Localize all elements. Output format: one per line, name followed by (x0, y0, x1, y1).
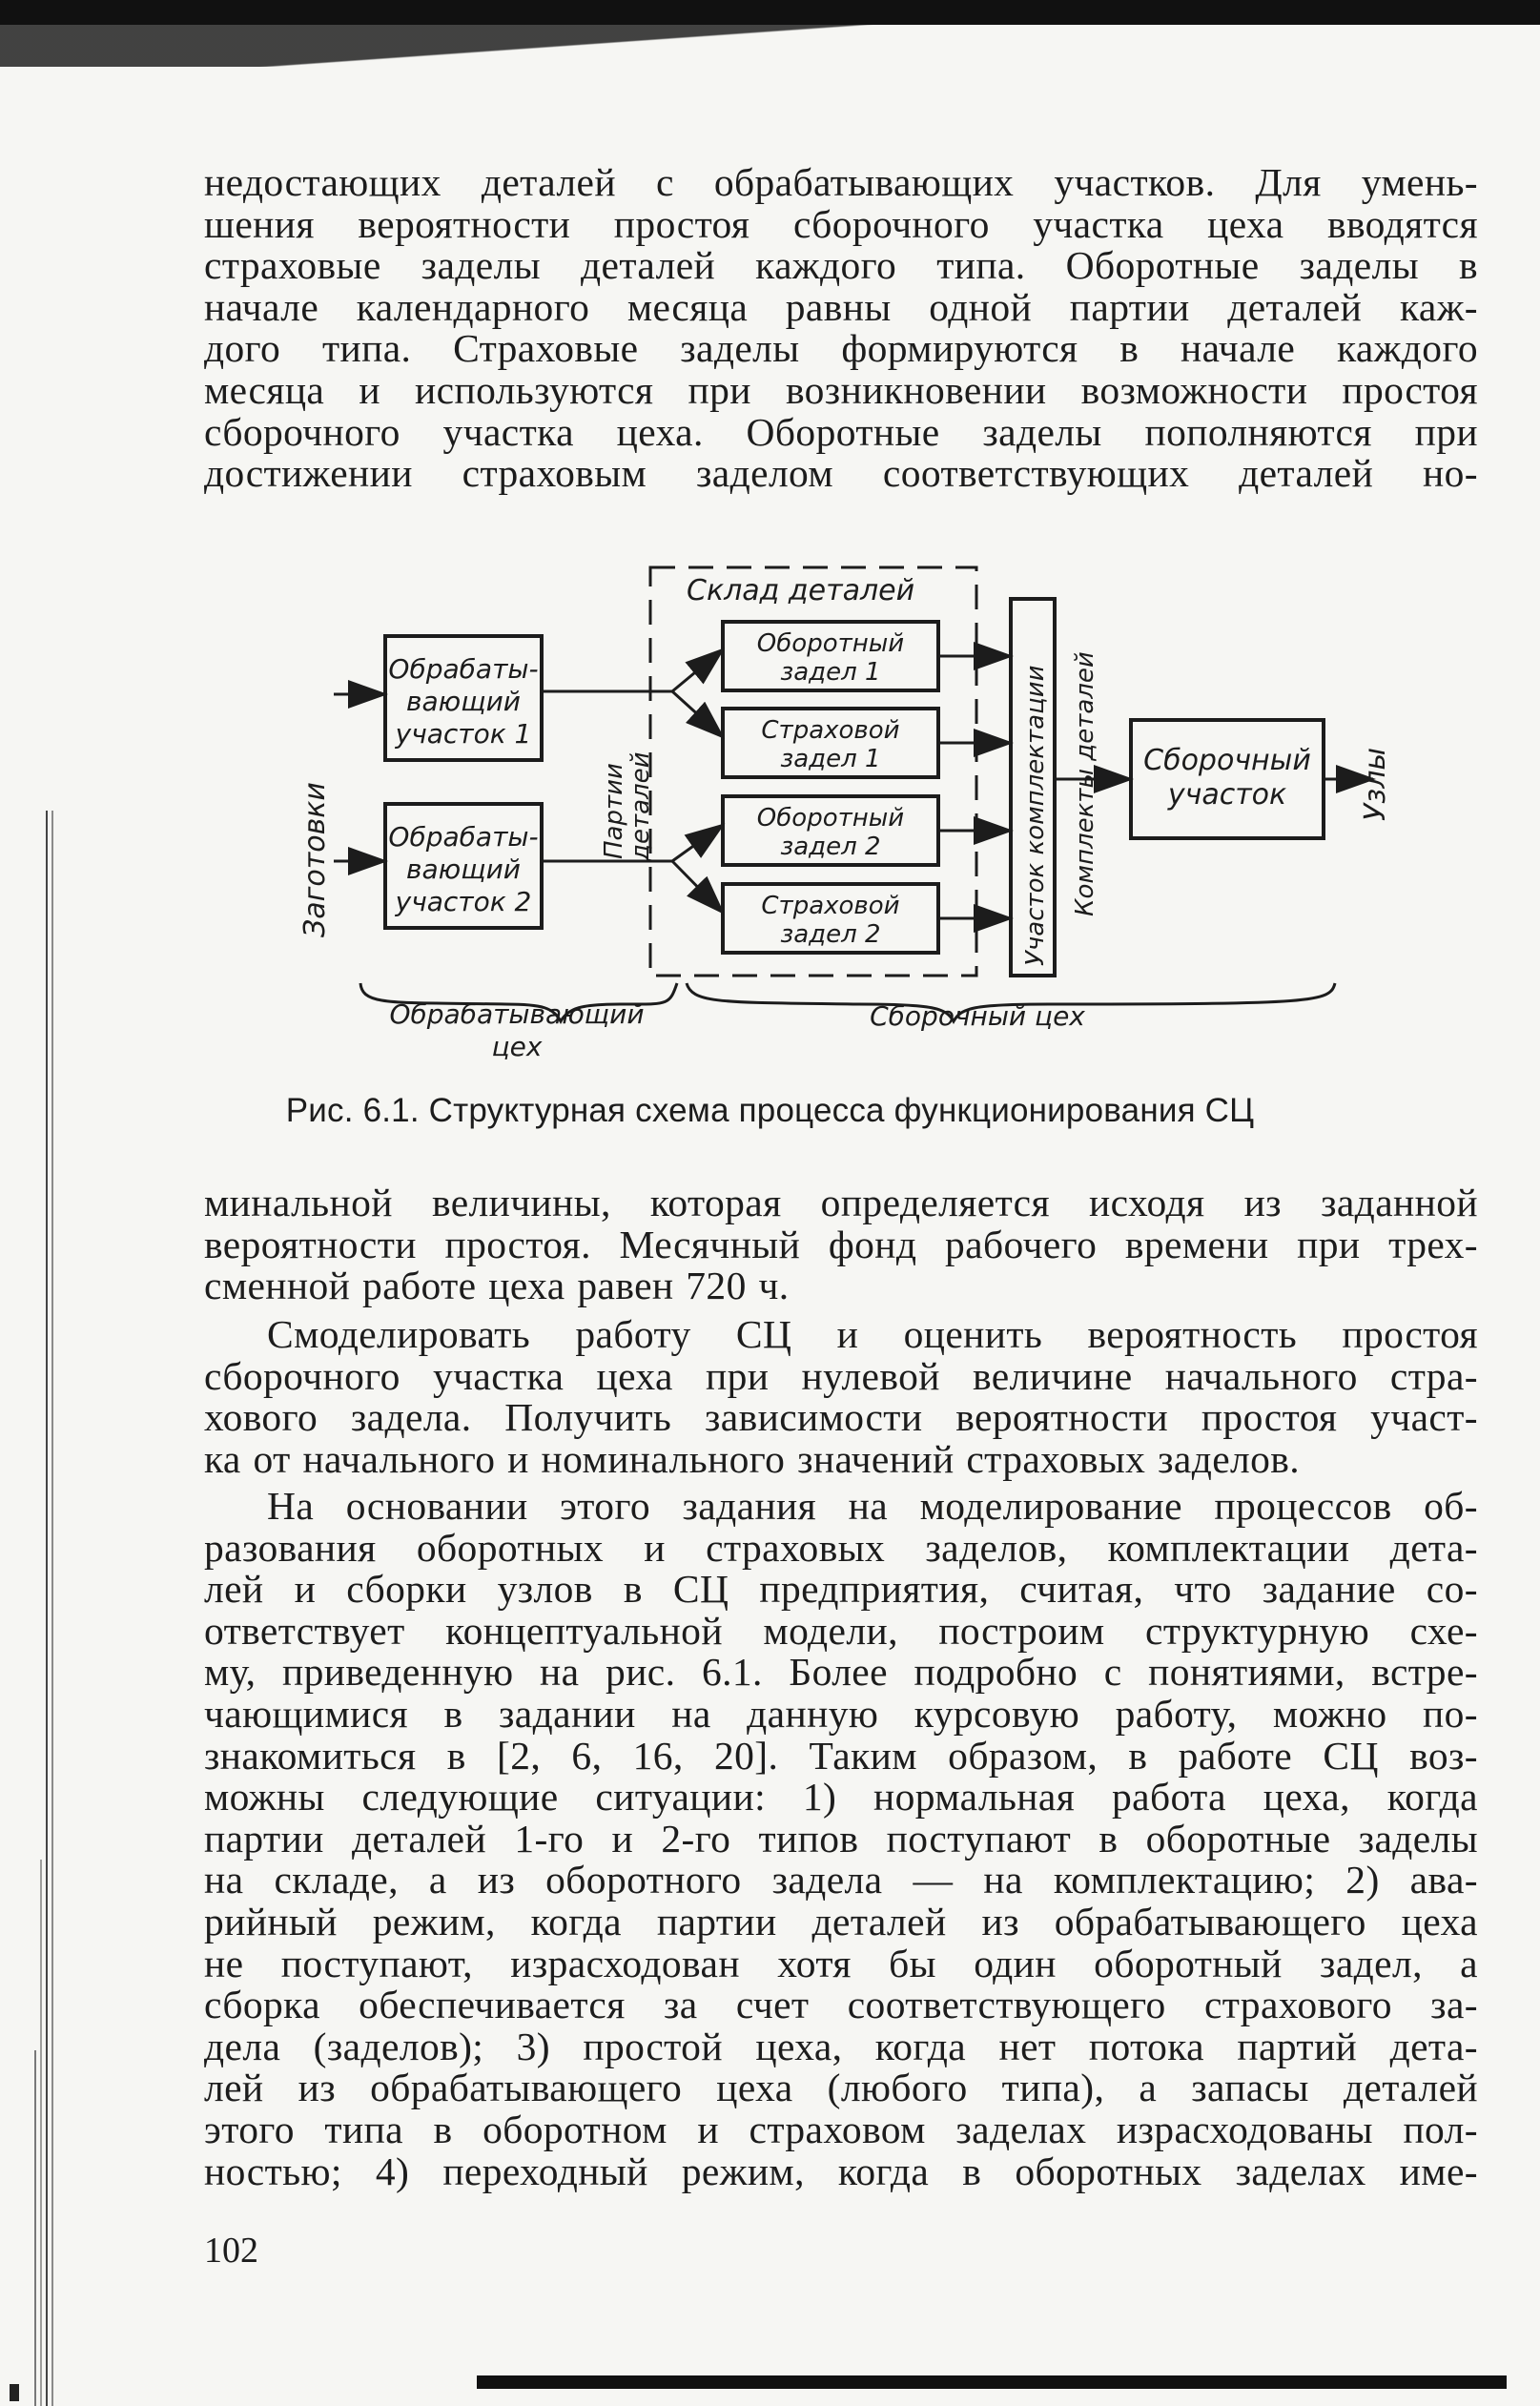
text-line: минальной величины, которая определяется исходя из заданной (204, 1181, 1478, 1224)
text-line: шения вероятности простоя сборочного участка цеха вводятся (204, 201, 1478, 246)
unit-2-line-3: участок 2 (395, 886, 532, 917)
batches-label-2: деталей (626, 751, 655, 861)
text-line: дела (заделов); 3) простой цеха, когда нет потока партий дета- (204, 2024, 1478, 2068)
text-line: месяца и используются при возникновении возможности простоя (204, 367, 1478, 412)
text-line: на складе, а из оборотного задела — на комплектацию; 2) ава- (204, 1858, 1478, 1902)
unit-2-line-1: Обрабаты- (388, 821, 539, 853)
text-line: Смоделировать работу СЦ и оценить вероятность простоя (267, 1312, 1478, 1356)
text-line: На основании этого задания на моделирование процессов об- (267, 1484, 1478, 1528)
text-line: страховые заделы деталей каждого типа. Оборотные заделы в (204, 243, 1478, 288)
stock-2-line-2: задел 1 (780, 745, 881, 773)
unit-1-line-1: Обрабаты- (388, 653, 539, 685)
text-line: сборочного участка цеха. Оборотные заделы пополняются при (204, 409, 1478, 454)
assembly-line-1: Сборочный (1143, 744, 1311, 777)
text-line: му, приведенную на рис. 6.1. Более подробно с понятиями, встре- (204, 1650, 1478, 1695)
unit-1-line-3: участок 1 (395, 718, 532, 750)
text-line: разования оборотных и страховых заделов, комплектации дета- (204, 1525, 1478, 1570)
text-line: можны следующие ситуации: 1) нормальная работа цеха, когда (204, 1775, 1478, 1820)
stock-4-line-2: задел 2 (780, 920, 881, 949)
input-label: Заготовки (298, 782, 332, 937)
warehouse-label: Склад деталей (687, 574, 915, 607)
text-line: сборка обеспечивается за счет соответствующего страхового за- (204, 1983, 1478, 2027)
page-top-shadow (0, 25, 1540, 67)
text-line: сборочного участка цеха при нулевой величине начального стра- (204, 1353, 1478, 1398)
paragraph-3 (204, 1486, 1478, 2192)
assembly-line-2: участок (1167, 778, 1287, 812)
kits-label: Комплекты деталей (1071, 651, 1099, 916)
text-line: чающимися в задании на данную курсовую работу, можно по- (204, 1691, 1478, 1736)
stock-1-line-2: задел 1 (780, 658, 881, 687)
text-line: этого типа в оборотном и страховом заделах израсходованы пол- (204, 2107, 1478, 2151)
text-line: вероятности простоя. Месячный фонд рабочего времени при трех- (204, 1222, 1478, 1266)
processing-shop-line-1: Обрабатывающий (389, 998, 645, 1030)
paragraph-2 (204, 1314, 1478, 1480)
stock-4-line-1: Страховой (761, 892, 900, 920)
text-line: дого типа. Страховые заделы формируются в начале каждого (204, 326, 1478, 371)
text-line: знакомиться в [2, 6, 16, 20]. Таким образом, в работе СЦ воз- (204, 1733, 1478, 1778)
unit-2-line-2: вающий (406, 853, 521, 885)
text-line: ка от начального и номинального значений страховых заделов. (204, 1436, 1301, 1481)
stock-2-line-1: Страховой (761, 716, 900, 745)
output-label: Узлы (1359, 747, 1392, 821)
paragraph-1 (204, 1182, 1478, 1307)
text-line: начале календарного месяца равны одной партии деталей каж- (204, 284, 1478, 329)
text-line: партии деталей 1-го и 2-го типов поступают в оборотные заделы (204, 1816, 1478, 1861)
text-line: ностью; 4) переходный режим, когда в оборотных заделах име- (204, 2149, 1478, 2193)
text-line: лей из обрабатывающего цеха (любого типа), а запасы деталей (204, 2066, 1478, 2110)
text-line: недостающих деталей с обрабатывающих участков. Для умень- (204, 160, 1478, 204)
stock-3-line-2: задел 2 (780, 833, 881, 861)
kitting-label: Участок комплектации (1021, 665, 1050, 966)
text-line: достижении страховым заделом соответствующих деталей но- (204, 451, 1478, 496)
text-line: не поступают, израсходован хотя бы один оборотный задел, а (204, 1941, 1478, 1985)
page-number: 102 (204, 2231, 258, 2271)
batches-label-1: Партии (600, 763, 628, 859)
text-line: сменной работе цеха равен 720 ч. (204, 1264, 790, 1308)
page-top-rule (0, 0, 1540, 25)
processing-shop-line-2: цех (491, 1031, 543, 1062)
text-line: хового задела. Получить зависимости вероятности простоя участ- (204, 1395, 1478, 1440)
book-binding-edge (0, 811, 57, 2406)
text-line: ответствует концептуальной модели, построим структурную схе- (204, 1608, 1478, 1653)
text-line: рийный режим, когда партии деталей из обрабатывающего цеха (204, 1899, 1478, 1943)
stock-1-line-1: Оборотный (756, 629, 905, 658)
paragraph-top (204, 162, 1478, 495)
structure-diagram (267, 558, 1411, 1073)
stock-3-line-1: Оборотный (756, 804, 905, 833)
figure-caption: Рис. 6.1. Структурная схема процесса функционирования СЦ (285, 1092, 1255, 1129)
text-line: лей и сборки узлов в СЦ предприятия, считая, что задание со- (204, 1567, 1478, 1612)
page-bottom-rule (477, 2368, 1507, 2391)
assembly-shop-label: Сборочный цех (870, 1000, 1085, 1032)
unit-1-line-2: вающий (406, 686, 521, 717)
